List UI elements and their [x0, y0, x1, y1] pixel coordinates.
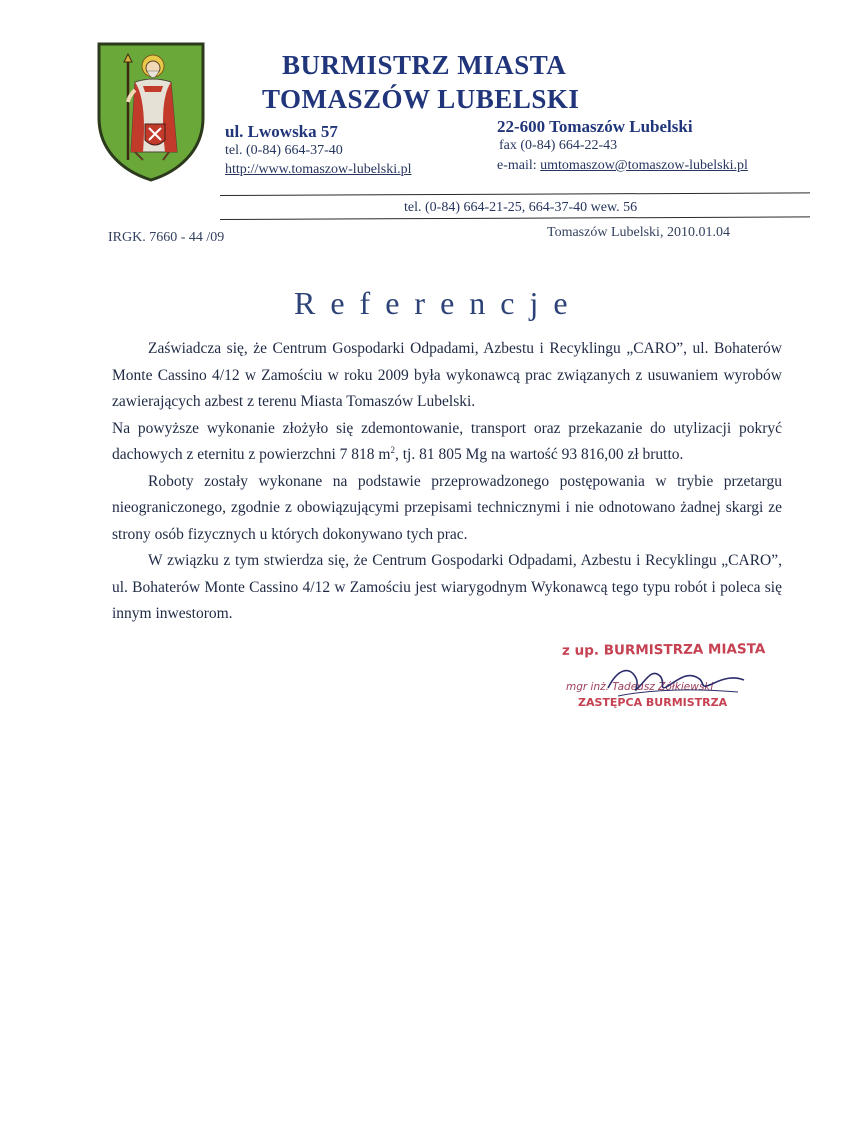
area-unit-exponent: 2	[390, 444, 395, 455]
header-divider-bottom	[220, 216, 810, 220]
header-email-link[interactable]: umtomaszow@tomaszow-lubelski.pl	[540, 158, 748, 173]
header-fax: fax (0-84) 664-22-43	[499, 138, 618, 153]
paragraph-4: W związku z tym stwierdza się, że Centrum Gospodarki Odpadami, Azbestu i Recyklingu „CARO”, ul. Bohaterów Monte Cassino 4/12 w Zamościu jest wiarygodnym Wykonawcą tego typu robót i poleca się innym inwestorom.	[112, 552, 782, 622]
header-email	[497, 158, 748, 174]
document-body	[112, 336, 782, 628]
place-date: Tomaszów Lubelski, 2010.01.04	[547, 225, 730, 240]
paragraph-1: Zaświadcza się, że Centrum Gospodarki Odpadami, Azbestu i Recyklingu „CARO”, ul. Bohaterów Monte Cassino 4/12 w Zamościu w roku 2009 była wykonawcą prac związanych z usuwaniem wyrobów zawierających azbest z terenu Miasta Tomaszów Lubelski.	[112, 340, 782, 410]
header-title-line2: TOMASZÓW LUBELSKI	[262, 84, 580, 114]
stamp-line-3: ZASTĘPCA BURMISTRZA	[578, 696, 728, 709]
coat-of-arms-icon	[95, 40, 207, 182]
header-title-line1: BURMISTRZ MIASTA	[282, 50, 567, 80]
reference-number: IRGK. 7660 - 44 /09	[108, 230, 225, 245]
header-email-label: e-mail:	[497, 158, 541, 173]
header-tel-extra: tel. (0-84) 664-21-25, 664-37-40 wew. 56	[404, 200, 638, 215]
header-divider-top	[220, 192, 810, 196]
official-stamp	[548, 638, 768, 718]
header-tel: tel. (0-84) 664-37-40	[225, 143, 343, 158]
paragraph-2-tail: , tj. 81 805 Mg na wartość 93 816,00 zł brutto.	[394, 446, 684, 463]
paragraph-2	[112, 416, 782, 469]
header-street: ul. Lwowska 57	[225, 122, 338, 141]
paragraph-3: Roboty zostały wykonane na podstawie przeprowadzonego postępowania w trybie przetargu nieograniczonego, zgodnie z obowiązującymi przepisami technicznymi i nie odnotowano żadnej skargi ze strony osób fizycznych u których dokonywano tych prac.	[112, 472, 782, 543]
document-heading: Referencje	[294, 285, 583, 321]
header-postal-city: 22-600 Tomaszów Lubelski	[497, 117, 693, 136]
stamp-line-2: mgr inż. Tadeusz Żółkiewski	[566, 681, 714, 693]
stamp-line-1: z up. BURMISTRZA MIASTA	[561, 641, 766, 659]
paragraph-2-text: Na powyższe wykonanie złożyło się zdemontowanie, transport oraz przekazanie do utylizacji pokryć dachowych z eternitu z powierzchni 7 818 m	[112, 419, 782, 463]
header-website-link[interactable]: http://www.tomaszow-lubelski.pl	[225, 162, 412, 177]
